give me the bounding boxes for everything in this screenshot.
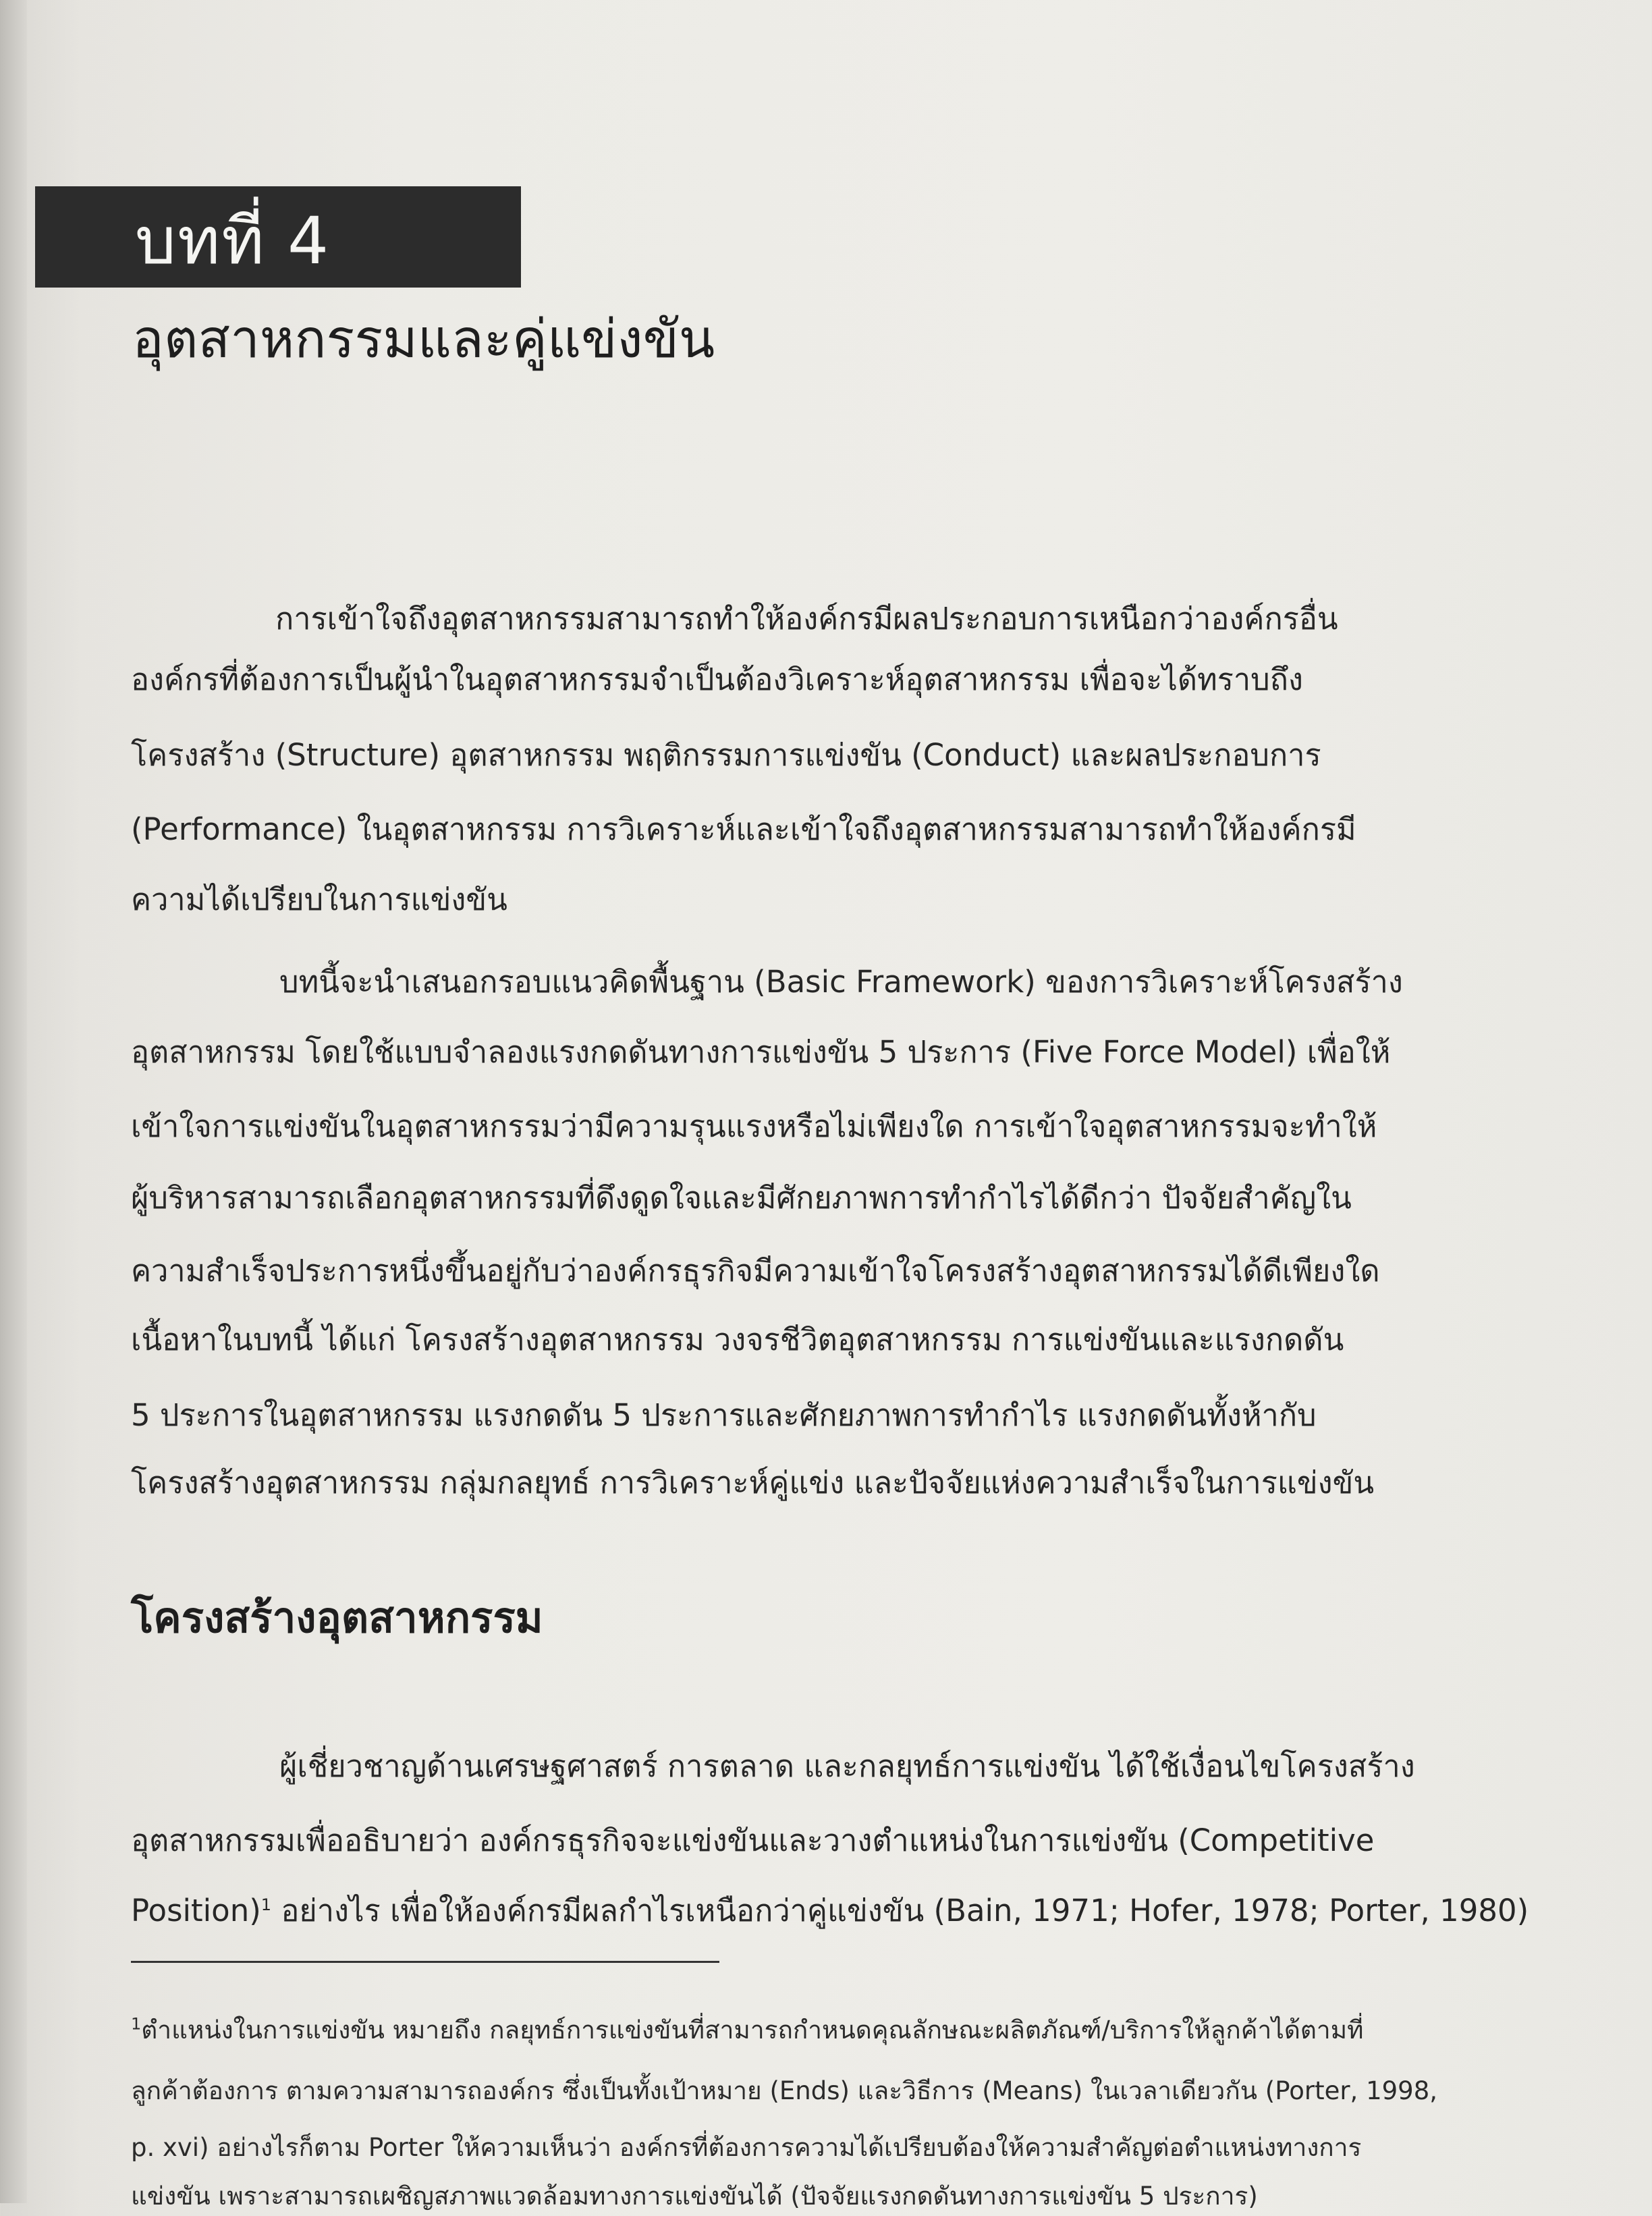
text-segment: ตำแหน่งในการแข่งขัน หมายถึง กลยุทธ์การแข่งขันที่สามารถกำหนดคุณลักษณะผลิตภัณฑ์/บริการให้ลูกค้าได้ตามที่ [141,2016,1364,2045]
paragraph-line: ผู้บริหารสามารถเลือกอุตสาหกรรมที่ดึงดูดใจและมีศักยภาพการทำกำไรได้ดีกว่า ปัจจัยสำคัญใน [131,1180,1352,1216]
paragraph-line: อุตสาหกรรมเพื่ออธิบายว่า องค์กรธุรกิจจะแข่งขันและวางตำแหน่งในการแข่งขัน (Competitive [131,1822,1375,1858]
footnote-line: ลูกค้าต้องการ ตามความสามารถองค์กร ซึ่งเป็นทั้งเป้าหมาย (Ends) และวิธีการ (Means) ในเวลาเดียวกัน (Porter, 1998, [131,2076,1437,2105]
footnote-line: แข่งขัน เพราะสามารถเผชิญสภาพแวดล้อมทางการแข่งขันได้ (ปัจจัยแรงกดดันทางการแข่งขัน 5 ประการ) [131,2182,1258,2211]
footnote-reference: 1 [260,1895,272,1914]
footnote-line [131,2010,1595,2050]
paragraph-line: การเข้าใจถึงอุตสาหกรรมสามารถทำให้องค์กรมีผลประกอบการเหนือกว่าองค์กรอื่น [275,601,1338,637]
paragraph-line: เนื้อหาในบทนี้ ได้แก่ โครงสร้างอุตสาหกรรม วงจรชีวิตอุตสาหกรรม การแข่งขันและแรงกดดัน [131,1322,1344,1357]
paragraph-line: โครงสร้างอุตสาหกรรม กลุ่มกลยุทธ์ การวิเคราะห์คู่แข่ง และปัจจัยแห่งความสำเร็จในการแข่งขัน [131,1465,1375,1501]
paragraph-line: ความได้เปรียบในการแข่งขัน [131,882,507,917]
paragraph-line: อุตสาหกรรม โดยใช้แบบจำลองแรงกดดันทางการแข่งขัน 5 ประการ (Five Force Model) เพื่อให้ [131,1034,1391,1070]
paragraph-line [131,1886,1595,1935]
paragraph-line: โครงสร้าง (Structure) อุตสาหกรรม พฤติกรรมการแข่งขัน (Conduct) และผลประกอบการ [131,737,1321,773]
paragraph-line: ความสำเร็จประการหนึ่งขึ้นอยู่กับว่าองค์กรธุรกิจมีความเข้าใจโครงสร้างอุตสาหกรรมได้ดีเพียงใด [131,1253,1380,1289]
page-binding-edge [0,0,27,2203]
chapter-number: บทที่ 4 [135,203,331,279]
paragraph-line: องค์กรที่ต้องการเป็นผู้นำในอุตสาหกรรมจำเป็นต้องวิเคราะห์อุตสาหกรรม เพื่อจะได้ทราบถึง [131,661,1303,697]
paragraph-line: ผู้เชี่ยวชาญด้านเศรษฐศาสตร์ การตลาด และกลยุทธ์การแข่งขัน ได้ใช้เงื่อนไขโครงสร้าง [279,1748,1415,1784]
footnote-line: p. xvi) อย่างไรก็ตาม Porter ให้ความเห็นว่า องค์กรที่ต้องการความได้เปรียบต้องให้ความสำคัญต่อตำแหน่งทางการ [131,2133,1362,2162]
paragraph-line: เข้าใจการแข่งขันในอุตสาหกรรมว่ามีความรุนแรงหรือไม่เพียงใด การเข้าใจอุตสาหกรรมจะทำให้ [131,1108,1377,1144]
text-segment: Position) [131,1893,261,1928]
text-segment: อย่างไร เพื่อให้องค์กรมีผลกำไรเหนือกว่าคู่แข่งขัน (Bain, 1971; Hofer, 1978; Porter, 1980) [271,1893,1529,1928]
paragraph-line: 5 ประการในอุตสาหกรรม แรงกดดัน 5 ประการและศักยภาพการทำกำไร แรงกดดันทั้งห้ากับ [131,1397,1317,1433]
paragraph-line: บทนี้จะนำเสนอกรอบแนวคิดพื้นฐาน (Basic Framework) ของการวิเคราะห์โครงสร้าง [279,964,1403,1000]
paragraph-line: (Performance) ในอุตสาหกรรม การวิเคราะห์และเข้าใจถึงอุตสาหกรรมสามารถทำให้องค์กรมี [131,811,1356,847]
section-heading: โครงสร้างอุตสาหกรรม [131,1593,543,1642]
footnote-divider [131,1961,719,1963]
chapter-title: อุตสาหกรรมและคู่แข่งขัน [132,309,715,370]
footnote-marker: 1 [131,2014,142,2034]
